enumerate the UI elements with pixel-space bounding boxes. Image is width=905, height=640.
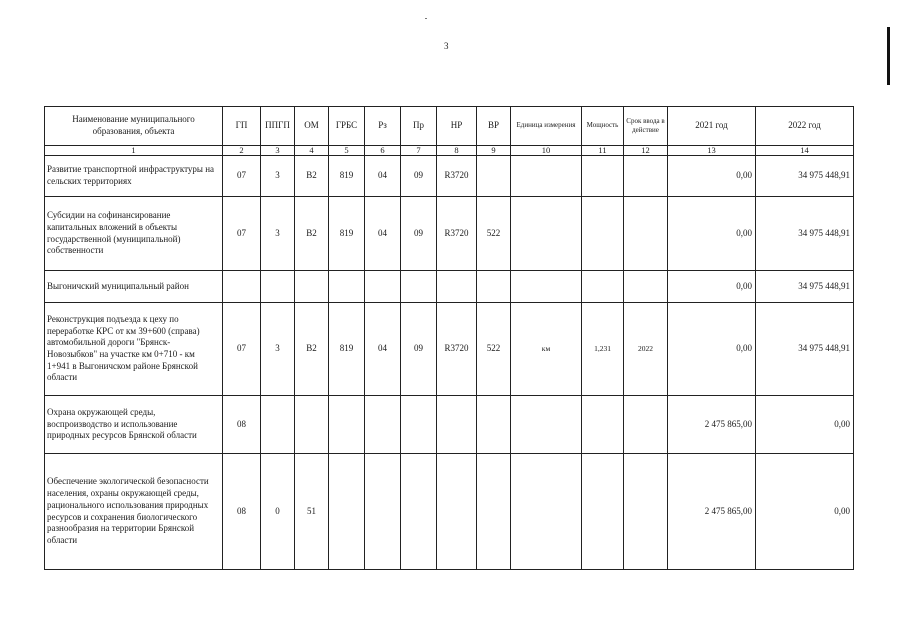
table-row — [45, 156, 854, 197]
column-number: 8 — [437, 146, 477, 156]
row-om — [295, 271, 329, 303]
row-ppgp — [261, 271, 295, 303]
row-2021: 0,00 — [668, 197, 756, 271]
row-rz: 04 — [365, 303, 401, 396]
row-pr — [401, 271, 437, 303]
row-rz — [365, 454, 401, 570]
row-capacity — [582, 454, 624, 570]
row-pr — [401, 396, 437, 454]
column-number: 4 — [295, 146, 329, 156]
row-pr — [401, 454, 437, 570]
row-name: Реконструкция подъезда к цеху по переработке КРС от км 39+600 (справа) автомобильной дороги "Брянск-Новозыбков" на участке км 0+710 - км 1+941 в Выгоничском районе Брянской области — [45, 303, 223, 396]
row-om: В2 — [295, 303, 329, 396]
row-pr: 09 — [401, 197, 437, 271]
table-row — [45, 197, 854, 271]
header-term: Срок ввода в действие — [624, 107, 668, 146]
row-om: В2 — [295, 197, 329, 271]
row-unit — [511, 454, 582, 570]
row-unit — [511, 271, 582, 303]
header-gp: ГП — [223, 107, 261, 146]
column-number: 2 — [223, 146, 261, 156]
header-nr: НР — [437, 107, 477, 146]
row-unit — [511, 156, 582, 197]
row-ppgp: 0 — [261, 454, 295, 570]
row-name: Субсидии на софинансирование капитальных вложений в объекты государственной (муниципальной) собственности — [45, 197, 223, 271]
row-ppgp: 3 — [261, 156, 295, 197]
header-grbs: ГРБС — [329, 107, 365, 146]
row-2021: 2 475 865,00 — [668, 396, 756, 454]
row-capacity: 1,231 — [582, 303, 624, 396]
row-vr — [477, 156, 511, 197]
scan-margin-bar — [887, 27, 890, 85]
row-2022: 34 975 448,91 — [756, 156, 854, 197]
row-2022: 0,00 — [756, 396, 854, 454]
row-gp: 07 — [223, 303, 261, 396]
row-grbs: 819 — [329, 197, 365, 271]
column-number: 1 — [45, 146, 223, 156]
row-2021: 0,00 — [668, 271, 756, 303]
row-rz: 04 — [365, 156, 401, 197]
row-om — [295, 396, 329, 454]
row-rz — [365, 271, 401, 303]
row-nr — [437, 396, 477, 454]
column-number: 11 — [582, 146, 624, 156]
table-row — [45, 303, 854, 396]
row-pr: 09 — [401, 156, 437, 197]
row-vr — [477, 271, 511, 303]
row-vr: 522 — [477, 303, 511, 396]
row-capacity — [582, 396, 624, 454]
row-rz — [365, 396, 401, 454]
row-unit: км — [511, 303, 582, 396]
row-om: 51 — [295, 454, 329, 570]
header-2022: 2022 год — [756, 107, 854, 146]
row-gp: 08 — [223, 454, 261, 570]
row-nr — [437, 454, 477, 570]
row-vr: 522 — [477, 197, 511, 271]
row-grbs: 819 — [329, 156, 365, 197]
column-number: 12 — [624, 146, 668, 156]
column-number: 3 — [261, 146, 295, 156]
row-unit — [511, 396, 582, 454]
row-grbs — [329, 396, 365, 454]
header-row — [45, 107, 854, 146]
column-number: 13 — [668, 146, 756, 156]
row-name: Развитие транспортной инфраструктуры на сельских территориях — [45, 156, 223, 197]
row-term — [624, 271, 668, 303]
row-2022: 0,00 — [756, 454, 854, 570]
column-number: 6 — [365, 146, 401, 156]
row-vr — [477, 396, 511, 454]
row-capacity — [582, 156, 624, 197]
row-term — [624, 454, 668, 570]
row-ppgp — [261, 396, 295, 454]
page-number: 3 — [444, 41, 449, 51]
row-name: Обеспечение экологической безопасности населения, охраны окружающей среды, рационального использования природных ресурсов и сохранения биологического разнообразия на территории Брянской области — [45, 454, 223, 570]
row-term — [624, 197, 668, 271]
row-ppgp: 3 — [261, 197, 295, 271]
header-vr: ВР — [477, 107, 511, 146]
row-gp: 07 — [223, 197, 261, 271]
row-2022: 34 975 448,91 — [756, 271, 854, 303]
row-term — [624, 396, 668, 454]
column-number: 14 — [756, 146, 854, 156]
row-gp: 08 — [223, 396, 261, 454]
table-row — [45, 271, 854, 303]
row-unit — [511, 197, 582, 271]
row-name: Выгоничский муниципальный район — [45, 271, 223, 303]
header-ppgp: ППГП — [261, 107, 295, 146]
row-om: В2 — [295, 156, 329, 197]
row-grbs: 819 — [329, 303, 365, 396]
row-ppgp: 3 — [261, 303, 295, 396]
header-name: Наименование муниципального образования, объекта — [45, 107, 223, 146]
column-number: 9 — [477, 146, 511, 156]
header-capacity: Мощность — [582, 107, 624, 146]
column-number: 7 — [401, 146, 437, 156]
row-nr: R3720 — [437, 303, 477, 396]
table-body — [45, 107, 854, 570]
column-number-row — [45, 146, 854, 156]
budget-table — [44, 106, 854, 570]
header-pr: Пр — [401, 107, 437, 146]
table-row — [45, 454, 854, 570]
row-term: 2022 — [624, 303, 668, 396]
header-rz: Рз — [365, 107, 401, 146]
row-grbs — [329, 454, 365, 570]
row-name: Охрана окружающей среды, воспроизводство и использование природных ресурсов Брянской области — [45, 396, 223, 454]
row-2021: 0,00 — [668, 303, 756, 396]
row-rz: 04 — [365, 197, 401, 271]
row-vr — [477, 454, 511, 570]
scan-speck — [425, 18, 427, 19]
row-nr: R3720 — [437, 156, 477, 197]
column-number: 5 — [329, 146, 365, 156]
column-number: 10 — [511, 146, 582, 156]
row-gp: 07 — [223, 156, 261, 197]
table-row — [45, 396, 854, 454]
row-capacity — [582, 271, 624, 303]
row-nr — [437, 271, 477, 303]
row-pr: 09 — [401, 303, 437, 396]
header-om: ОМ — [295, 107, 329, 146]
row-capacity — [582, 197, 624, 271]
header-2021: 2021 год — [668, 107, 756, 146]
row-2021: 0,00 — [668, 156, 756, 197]
row-2021: 2 475 865,00 — [668, 454, 756, 570]
row-2022: 34 975 448,91 — [756, 197, 854, 271]
row-term — [624, 156, 668, 197]
header-unit: Единица измерения — [511, 107, 582, 146]
row-2022: 34 975 448,91 — [756, 303, 854, 396]
row-nr: R3720 — [437, 197, 477, 271]
row-gp — [223, 271, 261, 303]
row-grbs — [329, 271, 365, 303]
